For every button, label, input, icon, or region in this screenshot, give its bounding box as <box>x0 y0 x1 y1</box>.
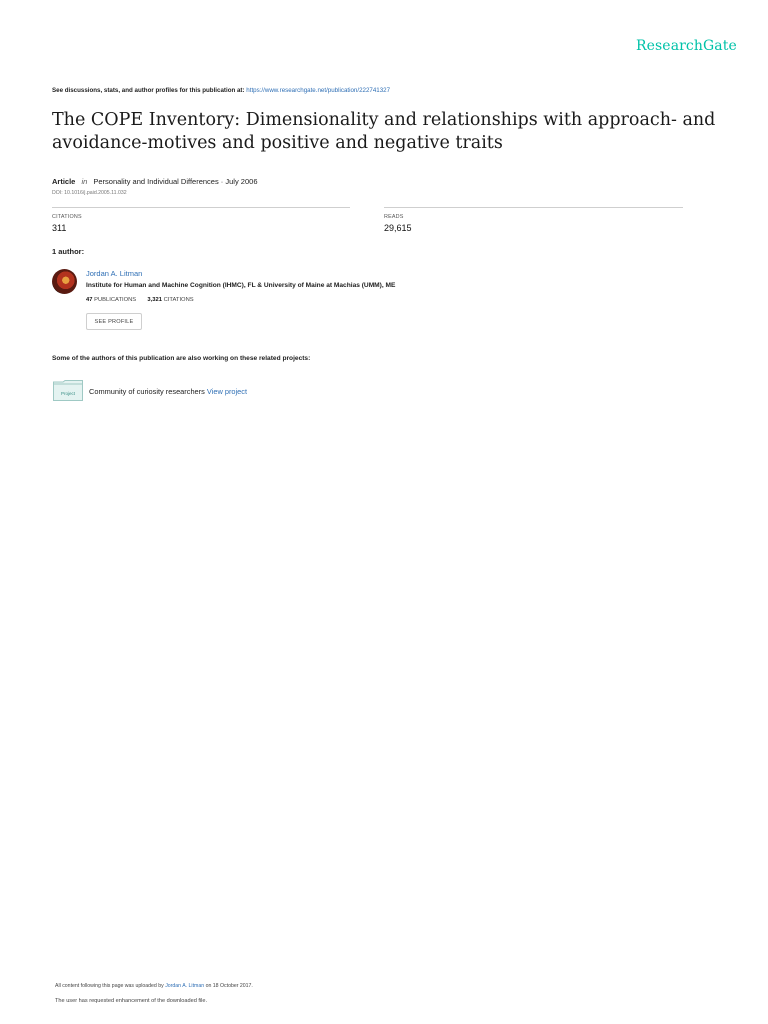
citations-divider <box>52 207 350 208</box>
publications-count: 47 <box>86 297 93 303</box>
publication-url-link[interactable]: https://www.researchgate.net/publication/222741327 <box>246 87 391 94</box>
enhancement-notice: The user has requested enhancement of the downloaded file. <box>55 998 208 1004</box>
project-icon-label: Project <box>60 391 76 396</box>
reads-divider <box>384 207 683 208</box>
reads-value: 29,615 <box>384 223 412 233</box>
upload-suffix: on 18 October 2017. <box>205 983 253 989</box>
doi-text: DOI: 10.1016/j.paid.2005.11.032 <box>52 190 127 196</box>
publications-label: PUBLICATIONS <box>94 297 137 303</box>
reads-label: READS <box>384 214 404 220</box>
researchgate-logo[interactable]: ResearchGate <box>636 38 737 54</box>
author-name-link[interactable]: Jordan A. Litman <box>86 269 143 278</box>
authors-heading: 1 author: <box>52 247 85 256</box>
citations-value: 311 <box>52 223 67 233</box>
view-project-link[interactable]: View project <box>206 387 248 396</box>
publication-title: The COPE Inventory: Dimensionality and relationships with approach- and avoidance-motives and positive and negative traits <box>52 110 716 153</box>
author-citations-count: 3,321 <box>147 297 162 303</box>
author-avatar[interactable] <box>52 269 77 294</box>
project-folder-svg <box>53 380 83 401</box>
upload-notice <box>55 983 253 989</box>
project-folder-icon[interactable] <box>53 380 83 401</box>
author-affiliation: Institute for Human and Machine Cognition (IHMC), FL & University of Maine at Machias (UMM), ME <box>86 282 396 289</box>
publication-type: Article <box>52 177 76 186</box>
project-line <box>89 387 247 396</box>
see-discussions-text: See discussions, stats, and author profiles for this publication at: <box>52 87 245 94</box>
see-profile-button[interactable]: SEE PROFILE <box>86 313 142 330</box>
author-counts <box>86 297 194 303</box>
publication-meta <box>52 177 258 186</box>
related-projects-heading: Some of the authors of this publication are also working on these related projects: <box>52 355 311 362</box>
upload-prefix: All content following this page was uploaded by <box>55 983 164 989</box>
author-citations-label: CITATIONS <box>163 297 194 303</box>
see-discussions-line <box>52 87 390 94</box>
project-name: Community of curiosity researchers <box>89 387 205 396</box>
in-label: in <box>81 177 88 186</box>
citations-label: CITATIONS <box>52 214 82 220</box>
uploader-link[interactable]: Jordan A. Litman <box>165 983 205 989</box>
journal-link[interactable]: Personality and Individual Differences · July 2006 <box>93 177 258 186</box>
